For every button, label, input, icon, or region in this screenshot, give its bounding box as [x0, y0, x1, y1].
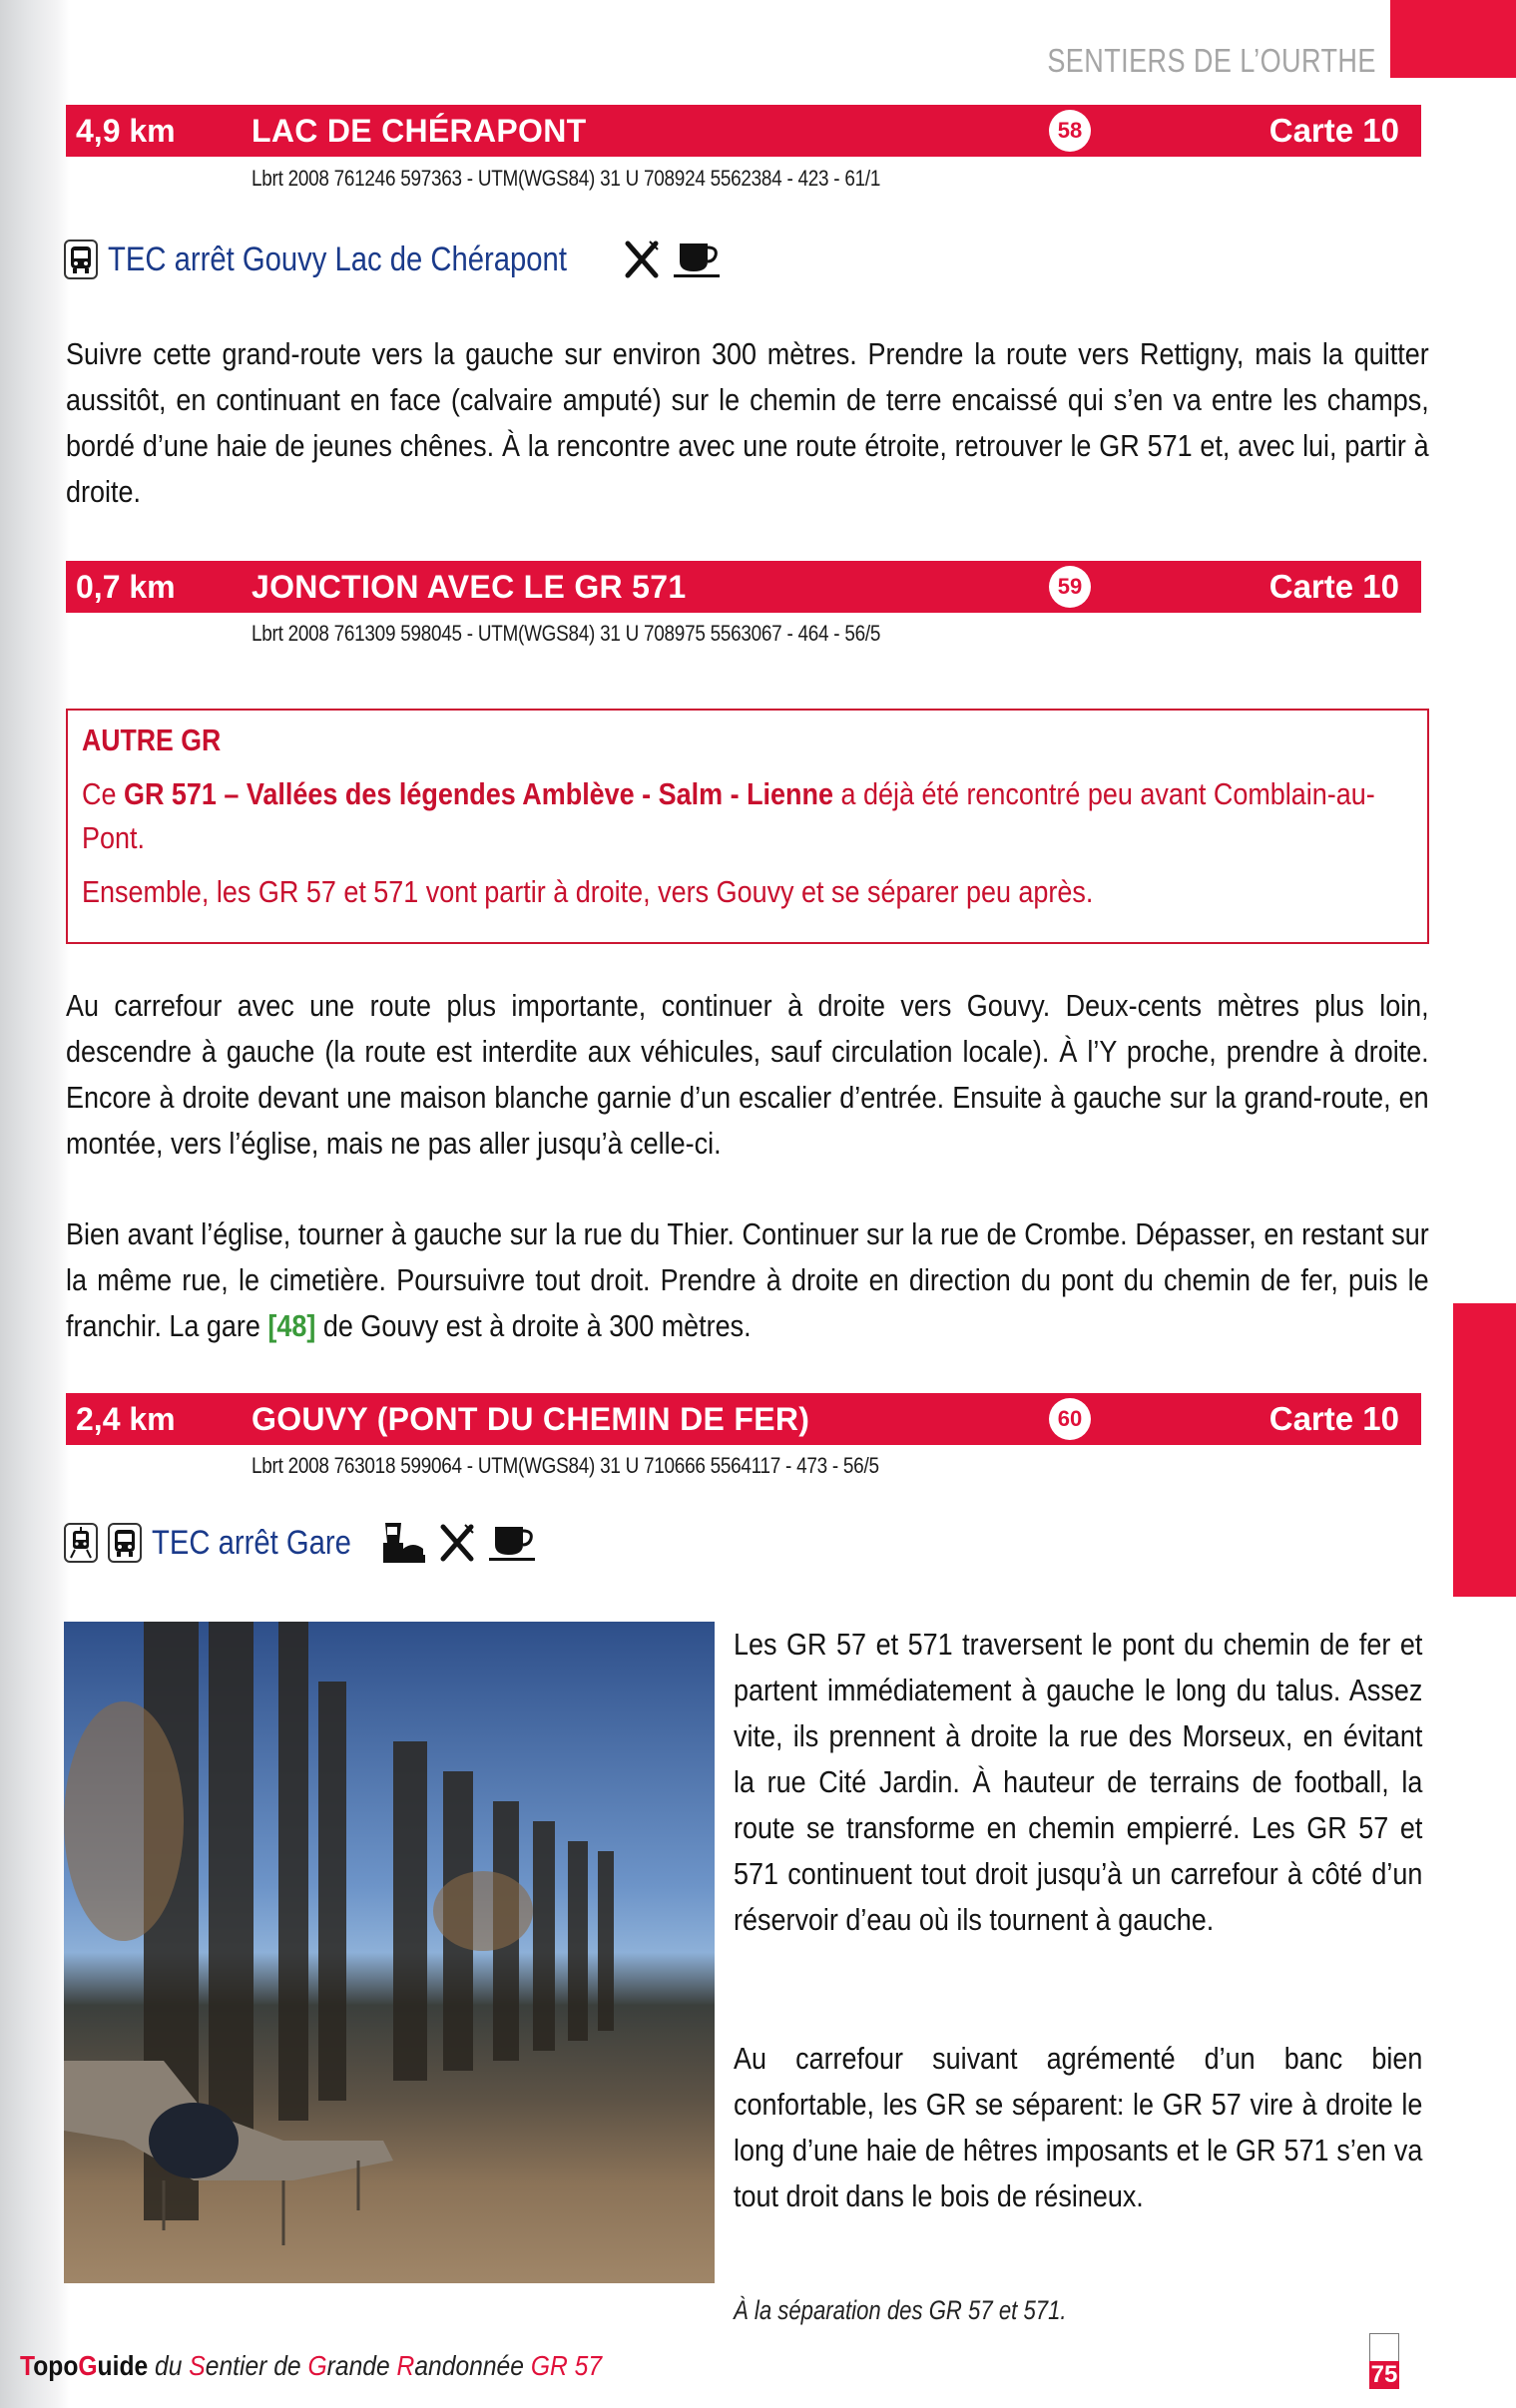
topoguide-logo: TopoGuide [20, 2350, 149, 2381]
stage-coordinates: Lbrt 2008 761246 597363 - UTM(WGS84) 31 U 708924 5562384 - 423 - 61/1 [252, 166, 881, 191]
shop-icon [381, 1521, 427, 1565]
chapter-tab-top [1390, 0, 1516, 78]
stage-distance: 2,4 km [76, 1400, 176, 1437]
running-head: SENTIERS DE L’OURTHE [1047, 42, 1376, 79]
footer-title: TopoGuide du Sentier de Grande Randonnée GR 57 [20, 2350, 603, 2381]
route-paragraph: Au carrefour avec une route plus importante, continuer à droite vers Gouvy. Deux-cents mètres plus loin, descendre à gauche (la route est interdite aux véhicules, sauf circulation locale). À l’Y proche, prendre à droite. Encore à droite devant une maison blanche garnie d’un escalier d’entrée. Ensuite à gauche sur la grand-route, en montée, vers l’église, mais ne pas aller jusqu’à celle-ci. [66, 988, 1429, 1161]
stage-distance: 4,9 km [76, 112, 176, 149]
stage-number-badge: 59 [1049, 566, 1091, 608]
transit-stop-text: TEC arrêt Gouvy Lac de Chérapont [108, 240, 567, 278]
stage-distance: 0,7 km [76, 568, 176, 605]
map-reference: Carte 10 [1268, 568, 1399, 605]
stage-coordinates: Lbrt 2008 763018 599064 - UTM(WGS84) 31 U 710666 5564117 - 473 - 56/5 [252, 1453, 879, 1478]
autre-gr-note: Ensemble, les GR 57 et 571 vont partir à droite, vers Gouvy et se séparer peu après. [82, 874, 1094, 909]
stage-number-badge: 60 [1049, 1398, 1091, 1440]
stage-header-60 [66, 1393, 1421, 1445]
stage-name: LAC DE CHÉRAPONT [252, 112, 587, 149]
gr-571-name: GR 571 – Vallées des légendes Amblève - Salm - Lienne [123, 776, 833, 811]
stage-number-badge: 58 [1049, 110, 1091, 152]
cafe-icon [672, 240, 724, 279]
photo-caption: À la séparation des GR 57 et 571. [734, 2295, 1067, 2325]
photo-side-paragraph: Au carrefour suivant agrémenté d’un banc bien confortable, les GR se séparent: le GR 57 vire à droite le long d’une haie de hêtres imposants et le GR 571 s’en va tout droit dans le bois de résineux. [734, 2041, 1423, 2213]
access-info-60 [64, 1521, 539, 1565]
bus-icon [64, 240, 98, 279]
stage-name: JONCTION AVEC LE GR 571 [252, 568, 687, 605]
stage-coordinates: Lbrt 2008 761309 598045 - UTM(WGS84) 31 U 708975 5563067 - 464 - 56/5 [252, 621, 881, 646]
page-number: 75 [1370, 2361, 1398, 2388]
route-paragraph: Bien avant l’église, tourner à gauche sur la rue du Thier. Continuer sur la rue de Crombe. Dépasser, en restant sur la même rue, le cimetière. Poursuivre tout droit. Prendre à droite en direction du pont du chemin de fer, puis le franchir. La gare [48] de Gouvy est à droite à 300 mètres. [66, 1216, 1429, 1343]
autre-gr-text: Ce GR 571 – Vallées des légendes Amblève - Salm - Lienne a déjà été rencontré peu avant Comblain-au-Pont. [82, 776, 1375, 855]
autre-gr-box [66, 709, 1429, 944]
restaurant-icon [437, 1523, 477, 1563]
page-gutter-shadow [0, 0, 70, 2408]
map-reference: Carte 10 [1268, 1400, 1399, 1437]
cafe-icon [487, 1523, 539, 1563]
station-reference-link[interactable]: [48] [267, 1308, 316, 1343]
transit-stop-text: TEC arrêt Gare [152, 1523, 351, 1562]
access-info-58 [64, 240, 724, 279]
route-paragraph: Suivre cette grand-route vers la gauche sur environ 300 mètres. Prendre la route vers Rettigny, mais la quitter aussitôt, en continuant en face (calvaire amputé) sur le chemin de terre encaissé qui s’en va entre les champs, bordé d’une haie de jeunes chênes. À la rencontre avec une route étroite, retrouver le GR 571 et, avec lui, partir à droite. [66, 336, 1429, 509]
page-number-box [1369, 2333, 1399, 2389]
bus-icon [108, 1523, 142, 1563]
stage-name: GOUVY (PONT DU CHEMIN DE FER) [252, 1400, 810, 1437]
stage-header-58 [66, 105, 1421, 157]
chapter-tab-side [1453, 1303, 1516, 1597]
stage-header-59 [66, 561, 1421, 613]
photo-side-paragraph: Les GR 57 et 571 traversent le pont du chemin de fer et partent immédiatement à gauche le long du talus. Assez vite, ils prennent à droite la rue des Morseux, en évitant la rue Cité Jardin. À hauteur de terrains de football, la route se transforme en chemin empierré. Les GR 57 et 571 continuent tout droit jusqu’à un carrefour à côté d’un réservoir d’eau où ils tournent à gauche. [734, 1627, 1423, 1937]
map-reference: Carte 10 [1268, 112, 1399, 149]
train-icon [64, 1523, 98, 1563]
restaurant-icon [622, 240, 662, 279]
autre-gr-title: AUTRE GR [82, 722, 222, 757]
trail-photo [64, 1622, 715, 2283]
